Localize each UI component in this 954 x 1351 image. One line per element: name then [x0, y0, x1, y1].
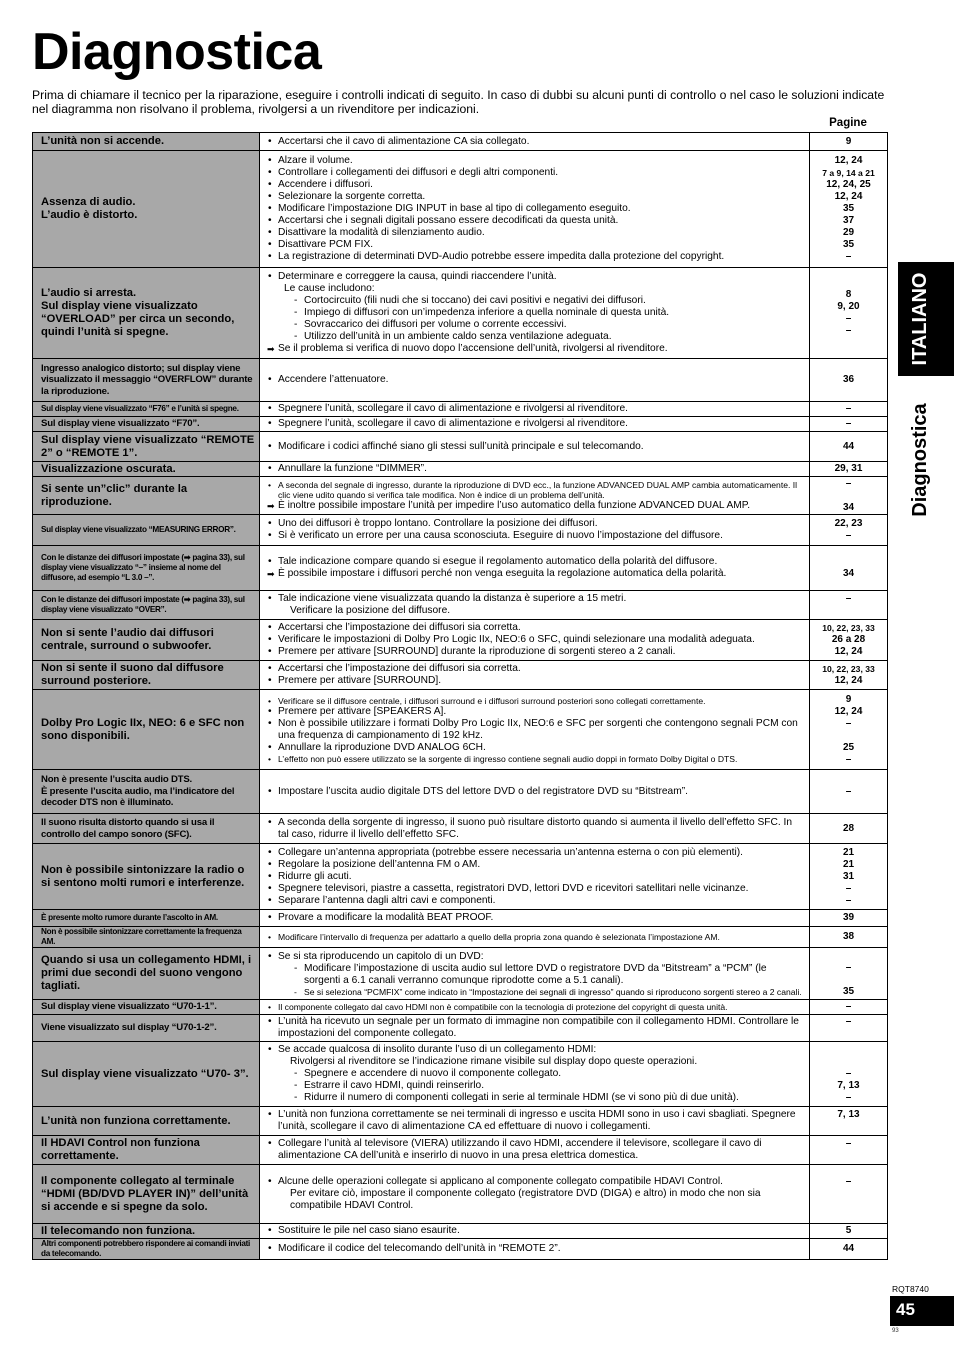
table-row [33, 1015, 888, 1042]
remedy-item: - Se si seleziona “PCMFIX” come indicato in “Impostazione dei segnali di ingresso” quando si riproducono sorgenti stereo a 2 canali. [268, 987, 803, 997]
symptom-text: Sul display viene visualizzato “F76” e l’unità si spegne. [41, 404, 239, 413]
page-reference: 12, 24 [834, 705, 863, 717]
page-reference: 38 [842, 931, 855, 942]
symptom-text: È presente molto rumore durante l’ascolto in AM. [41, 913, 218, 922]
remedy-item: - Ridurre il numero di componenti collegati in serie al terminale HDMI (se vi sono più di due unità). [268, 1092, 803, 1104]
remedy-item: Le cause includono: [284, 283, 375, 294]
page-reference [814, 730, 883, 742]
remedy-item: • Separare l’antenna dagli altri cavi e componenti. [268, 895, 803, 907]
table-row [33, 844, 888, 910]
remedy-cell [260, 268, 810, 359]
remedy-item: - Impiego di diffusori con un’impedenza inferiore a quella nominale di questa unità. [268, 307, 803, 319]
page-reference: 26 a 28 [831, 634, 866, 645]
remedy-cell [260, 1107, 810, 1136]
page-reference: – [845, 961, 852, 973]
symptom-cell [33, 770, 260, 814]
page-reference: 8 [845, 289, 852, 300]
remedy-item: • Alcune delle operazioni collegate si applicano al componente collegato compatibile HDAVI Control. [268, 1176, 803, 1188]
symptom-cell [33, 1107, 260, 1136]
table-row [33, 151, 888, 268]
remedy-item: • Tale indicazione viene visualizzata quando la distanza è superiore a 15 metri. [268, 593, 803, 605]
table-row [33, 477, 888, 515]
page-reference: – [845, 593, 852, 604]
symptom-cell [33, 1165, 260, 1224]
remedy-item: • L’unità non funziona correttamente se nei terminali di ingresso e uscita HDMI sono in uso i cavi sbagliati. Spegnere l’unità, scollegare il cavo di alimentazione CA ed effettuare di nuovo i collegamenti. [268, 1109, 803, 1133]
symptom-cell [33, 359, 260, 402]
page-reference: 9, 20 [837, 301, 860, 312]
page-reference: 12, 24 [834, 675, 863, 686]
table-row [33, 770, 888, 814]
symptom-text: Sul display viene visualizzato “U70-1-1”. [41, 1001, 217, 1013]
page-reference: 36 [842, 374, 855, 385]
symptom-text: L’audio si arresta. [41, 287, 137, 299]
print-number: 93 [892, 1328, 899, 1334]
page-reference: – [845, 785, 852, 797]
page-reference: 35 [842, 985, 855, 997]
pages-cell [810, 690, 888, 770]
remedy-item: • Disattivare la modalità di silenziamento audio. [268, 227, 803, 239]
page-reference [814, 974, 883, 986]
page-reference: 34 [842, 501, 855, 513]
page-reference [814, 1188, 883, 1200]
remedy-item: • Accendere l’attenuatore. [268, 374, 803, 386]
pages-cell [810, 1136, 888, 1165]
page-number: 45 [896, 1300, 915, 1319]
table-row [33, 1107, 888, 1136]
remedy-item: • Spegnere televisori, piastre a cassetta, registratori DVD, lettori DVD e ricevitori satellitari nelle vicinanze. [268, 883, 803, 895]
pages-cell [810, 1042, 888, 1107]
remedy-cell [260, 515, 810, 546]
pages-cell [810, 268, 888, 359]
table-row [33, 546, 888, 591]
remedy-item: - Estrarre il cavo HDMI, quindi reinserirlo. [268, 1080, 803, 1092]
remedy-item: • Accertarsi che il cavo di alimentazione CA sia collegato. [268, 136, 803, 148]
table-row [33, 910, 888, 927]
symptom-cell [33, 417, 260, 432]
page-reference: 44 [842, 440, 855, 452]
page-reference: 7 a 9, 14 a 21 [822, 168, 875, 178]
symptom-text: Visualizzazione oscurata. [41, 462, 176, 475]
remedy-item: - Spegnere e accendere di nuovo il componente collegato. [268, 1068, 803, 1080]
remedy-cell [260, 359, 810, 402]
pages-cell [810, 620, 888, 661]
remedy-cell [260, 1015, 810, 1042]
remedy-item: Per evitare ciò, impostare il componente collegato (registratore DVD (DIGA) e altro) in modo che non sia compatibile HDAVI Control. [290, 1188, 761, 1211]
symptom-cell [33, 402, 260, 417]
table-row [33, 814, 888, 844]
page-reference: – [845, 1138, 852, 1149]
symptom-text: Il telecomando non funziona. [41, 1224, 196, 1237]
remedy-item: • Se si sta riproducendo un capitolo di un DVD: [268, 951, 803, 963]
page-reference: – [845, 894, 852, 906]
remedy-item: • Impostare l’uscita audio digitale DTS del lettore DVD o del registratore DVD su “Bitstream”. [268, 786, 803, 798]
table-row [33, 591, 888, 620]
page-reference: 29, 31 [834, 463, 863, 474]
remedy-item: • Sostituire le pile nel caso siano esaurite. [268, 1225, 803, 1237]
symptom-text: Sul display viene visualizzato “OVERLOAD” per circa un secondo, quindi l’unità si spegne. [41, 300, 235, 338]
table-row [33, 948, 888, 1000]
symptom-cell [33, 515, 260, 546]
page-reference: 35 [842, 203, 855, 214]
table-row [33, 133, 888, 151]
remedy-item: • Premere per attivare [SURROUND]. [268, 675, 803, 687]
remedy-item: • L’effetto non può essere utilizzato se la sorgente di ingresso contiene segnali audio doppi in formato Dolby Digital o DTS. [268, 754, 803, 764]
page-reference: 10, 22, 23, 33 [822, 664, 875, 674]
symptom-cell [33, 948, 260, 1000]
pages-cell [810, 417, 888, 432]
remedy-item: • La registrazione di determinati DVD-Audio potrebbe essere impedita dalla protezione del copyright. [268, 251, 803, 263]
page-reference: 39 [842, 912, 855, 923]
page-reference [814, 1150, 883, 1162]
symptom-cell [33, 1015, 260, 1042]
page-reference: – [845, 403, 852, 414]
page-reference: – [845, 1016, 852, 1027]
symptom-text: L’unità non funziona correttamente. [41, 1114, 231, 1127]
symptom-text: Si sente un”clic” durante la riproduzione. [41, 482, 188, 508]
remedy-cell [260, 151, 810, 268]
remedy-item: • Accertarsi che l’impostazione dei diffusori sia corretta. [268, 622, 803, 634]
remedy-item: • Verificare se il diffusore centrale, i diffusori surround e i diffusori surround posteriori sono collegati correttamente. [268, 696, 803, 706]
page-reference: 31 [842, 870, 855, 882]
symptom-cell [33, 1239, 260, 1260]
remedy-cell [260, 133, 810, 151]
symptom-text: L’unità non si accende. [41, 135, 165, 147]
remedy-item: • Annullare la funzione “DIMMER”. [268, 463, 803, 475]
remedy-cell [260, 661, 810, 690]
table-row [33, 620, 888, 661]
remedy-item: • Modificare l’impostazione DIG INPUT in base al tipo di collegamento eseguito. [268, 203, 803, 215]
pages-cell [810, 515, 888, 546]
pages-cell [810, 1107, 888, 1136]
pages-cell [810, 546, 888, 591]
symptom-text: Non si sente l’audio dai diffusori centrale, surround o subwoofer. [41, 627, 214, 652]
table-row [33, 1136, 888, 1165]
remedy-item: ➡ È inoltre possibile impostare l’unità per impedire l’uso automatico della funzione ADVANCED DUAL AMP. [268, 500, 803, 512]
remedy-item: - Cortocircuito (fili nudi che si toccano) dei cavi positivi e negativi dei diffusori. [268, 295, 803, 307]
remedy-cell [260, 620, 810, 661]
symptom-text: L’audio è distorto. [41, 209, 138, 221]
page-reference: 9 [845, 135, 852, 147]
page-reference: 12, 24 [834, 155, 863, 166]
page-reference: – [845, 717, 852, 729]
page-reference: 44 [842, 1243, 855, 1254]
symptom-cell [33, 814, 260, 844]
page-reference: 12, 24 [834, 646, 863, 657]
remedy-item: Verificare la posizione del diffusore. [290, 605, 451, 616]
page-reference: 7, 13 [837, 1109, 860, 1120]
page-reference: – [845, 1001, 852, 1012]
table-row [33, 661, 888, 690]
remedy-item: • Collegare l’unità al televisore (VIERA) utilizzando il cavo HDMI, accendere il televisore, scollegare il cavo di alimentazione CA dell’unità e inserirlo di nuovo in una presa elettrica domestica. [268, 1138, 803, 1162]
symptom-text: Non è possibile sintonizzare correttamente la frequenza AM. [41, 927, 242, 946]
symptom-text: Con le distanze dei diffusori impostate (➡ pagina 33), sul display viene visualizzato “OVER”. [41, 595, 245, 614]
page-reference: – [845, 882, 852, 894]
remedy-item: • Ridurre gli acuti. [268, 871, 803, 883]
pages-cell [810, 462, 888, 477]
page-reference [814, 605, 883, 617]
symptom-cell [33, 690, 260, 770]
remedy-item: • Verificare le impostazioni di Dolby Pro Logic IIx, NEO:6 o SFC, quindi selezionare una modalità adeguata. [268, 634, 803, 646]
remedy-cell [260, 462, 810, 477]
remedy-item: • Uno dei diffusori è troppo lontano. Controllare la posizione dei diffusori. [268, 518, 803, 530]
remedy-item: • Se accade qualcosa di insolito durante l’uso di un collegamento HDMI: [268, 1044, 803, 1056]
pages-cell [810, 151, 888, 268]
page-reference: 34 [842, 568, 855, 579]
page-reference: 37 [842, 215, 855, 226]
pages-cell [810, 402, 888, 417]
page-reference: – [845, 313, 852, 324]
table-row [33, 1042, 888, 1107]
table-row [33, 1165, 888, 1224]
pages-cell [810, 1165, 888, 1224]
remedy-item: • Modificare i codici affinché siano gli stessi sull’unità principale e sul telecomando. [268, 441, 803, 453]
remedy-cell [260, 927, 810, 948]
section-label: Diagnostica [909, 403, 931, 517]
table-row [33, 927, 888, 948]
symptom-cell [33, 151, 260, 268]
pages-cell [810, 477, 888, 515]
symptom-text: Altri componenti potrebbero rispondere ai comandi inviati da telecomando. [41, 1239, 250, 1258]
remedy-item: • Modificare l’intervallo di frequenza per adattarlo a quello della propria zona quando è selezionata l’impostazione AM. [268, 932, 803, 942]
pages-cell [810, 359, 888, 402]
pages-cell [810, 133, 888, 151]
table-row [33, 268, 888, 359]
symptom-text: Sul display viene visualizzato “MEASURING ERROR”. [41, 525, 236, 534]
language-label: ITALIANO [909, 272, 931, 366]
pages-cell [810, 927, 888, 948]
troubleshooting-table [32, 132, 888, 1260]
pages-cell [810, 844, 888, 910]
remedy-cell [260, 1042, 810, 1107]
remedy-cell [260, 1136, 810, 1165]
page-reference [814, 490, 883, 502]
remedy-item: • Spegnere l’unità, scollegare il cavo di alimentazione e rivolgersi al rivenditore. [268, 403, 803, 415]
remedy-item: • Premere per attivare [SURROUND] durante la riproduzione di sorgenti stereo a 2 canali. [268, 646, 803, 658]
table-row [33, 462, 888, 477]
page-reference: 5 [845, 1225, 852, 1236]
table-row [33, 1000, 888, 1015]
remedy-cell [260, 432, 810, 462]
symptom-cell [33, 477, 260, 515]
remedy-cell [260, 1165, 810, 1224]
symptom-cell [33, 1224, 260, 1239]
page-reference: – [845, 325, 852, 336]
symptom-cell [33, 432, 260, 462]
page-reference: 12, 24 [834, 191, 863, 202]
symptom-cell [33, 927, 260, 948]
page-reference: – [845, 1176, 852, 1187]
page-reference: – [845, 418, 852, 429]
page-reference: – [845, 477, 852, 489]
pages-cell [810, 661, 888, 690]
pages-cell [810, 1015, 888, 1042]
symptom-text: Il componente collegato al terminale “HDMI (BD/DVD PLAYER IN)” dell’unità si accende e si spegne da solo. [41, 1174, 249, 1213]
pages-cell [810, 591, 888, 620]
remedy-item: • Tale indicazione compare quando si esegue il regolamento automatico della polarità del diffusore. [268, 556, 803, 568]
table-row [33, 432, 888, 462]
page-reference: 28 [842, 822, 855, 834]
pages-column-header: Pagine [829, 117, 867, 129]
symptom-cell [33, 591, 260, 620]
remedy-item: - Utilizzo dell’unità in un ambiente caldo senza ventilazione adeguata. [268, 331, 803, 343]
symptom-text: Non è presente l’uscita audio DTS. [41, 774, 192, 786]
remedy-item: • Accertarsi che l’impostazione dei diffusori sia corretta. [268, 663, 803, 675]
remedy-cell [260, 417, 810, 432]
page-reference: 25 [842, 741, 855, 753]
remedy-item: • Modificare il codice del telecomando dell’unità in “REMOTE 2”. [268, 1243, 803, 1255]
page-reference: 22, 23 [834, 518, 863, 529]
remedy-cell [260, 770, 810, 814]
symptom-cell [33, 1136, 260, 1165]
symptom-text: Non si sente il suono dal diffusore surround posteriore. [41, 662, 224, 687]
table-row [33, 417, 888, 432]
remedy-item: ➡ È possibile impostare i diffusori perché non venga eseguita la regolazione automatica della polarità. [268, 568, 803, 580]
page-reference [814, 1044, 883, 1056]
page-reference: 7, 13 [837, 1080, 860, 1091]
remedy-item: • Accendere i diffusori. [268, 179, 803, 191]
table-row [33, 1224, 888, 1239]
remedy-item: Rivolgersi al rivenditore se l’indicazione rimane visibile sul display dopo queste operazioni. [290, 1056, 698, 1067]
page-reference [814, 1056, 883, 1068]
remedy-item: - Modificare l’impostazione di uscita audio sul lettore DVD o registratore DVD da “Bitstream” a “PCM” (le sorgenti a 6.1 canali verranno comunque riprodotte come a 5.1 canali). [268, 963, 803, 987]
remedy-item: - Sovraccarico dei diffusori per volume o corrente eccessivi. [268, 319, 803, 331]
symptom-text: Dolby Pro Logic IIx, NEO: 6 e SFC non sono disponibili. [41, 716, 245, 742]
remedy-cell [260, 546, 810, 591]
remedy-cell [260, 1239, 810, 1260]
page-reference: 9 [845, 693, 852, 705]
symptom-cell [33, 844, 260, 910]
remedy-item: • Il componente collegato dal cavo HDMI non è compatibile con la tecnologia di protezione del copyright di questa unità. [268, 1002, 803, 1012]
remedy-item: • L’unità ha ricevuto un segnale per un formato di immagine non compatibile con il collegamento HDMI. Controllare le impostazioni del componente collegato. [268, 1016, 803, 1040]
symptom-text: Non è possibile sintonizzare la radio o si sentono molti rumori e interferenze. [41, 863, 245, 889]
remedy-cell [260, 814, 810, 844]
symptom-text: Viene visualizzato sul display “U70-1-2”. [41, 1022, 217, 1034]
symptom-text: Il suono risulta distorto quando si usa il controllo del campo sonoro (SFC). [41, 817, 215, 840]
symptom-cell [33, 1042, 260, 1107]
symptom-cell [33, 546, 260, 591]
remedy-item: • Si è verificato un errore per una causa sconosciuta. Eseguire di nuovo l’impostazione del diffusore. [268, 530, 803, 542]
pages-cell [810, 814, 888, 844]
pages-cell [810, 910, 888, 927]
page-reference: – [845, 530, 852, 541]
pages-cell [810, 948, 888, 1000]
table-row [33, 515, 888, 546]
page-reference: – [845, 1092, 852, 1103]
remedy-cell [260, 690, 810, 770]
symptom-text: Sul display viene visualizzato “U70- 3”. [41, 1067, 249, 1080]
page-reference [814, 556, 883, 568]
remedy-item: • Collegare un’antenna appropriata (potrebbe essere necessaria un’antenna esterna o con più elementi). [268, 847, 803, 859]
symptom-text: È presente l’uscita audio, ma l’indicatore del decoder DTS non è illuminato. [41, 785, 235, 809]
remedy-item: • Controllare i collegamenti dei diffusori e degli altri componenti. [268, 167, 803, 179]
remedy-cell [260, 402, 810, 417]
page-title: Diagnostica [32, 23, 322, 81]
symptom-text: Quando si usa un collegamento HDMI, i primi due secondi del suono vengono tagliati. [41, 954, 252, 992]
page-reference [814, 1200, 883, 1212]
remedy-cell [260, 591, 810, 620]
page-reference [814, 1028, 883, 1040]
table-row [33, 359, 888, 402]
symptom-cell [33, 462, 260, 477]
page-reference [814, 1121, 883, 1133]
symptom-cell [33, 661, 260, 690]
page-reference: – [845, 753, 852, 765]
symptom-text: Sul display viene visualizzato “F70”. [41, 418, 200, 430]
table-row [33, 1239, 888, 1260]
page-reference: 21 [842, 858, 855, 870]
remedy-item: • Non è possibile utilizzare i formati Dolby Pro Logic IIx, NEO:6 e SFC per sorgenti che contengono segnali PCM con una frequenza di campionamento di 192 kHz. [268, 718, 803, 742]
symptom-text: Ingresso analogico distorto; sul display viene visualizzato il messaggio “OVERFLOW” durante la riproduzione. [41, 362, 253, 397]
remedy-item: • Disattivare PCM FIX. [268, 239, 803, 251]
symptom-text: Sul display viene visualizzato “REMOTE 2” o “REMOTE 1”. [41, 433, 255, 459]
symptom-cell [33, 133, 260, 151]
symptom-cell [33, 620, 260, 661]
page-reference: 35 [842, 239, 855, 250]
document-code: RQT8740 [892, 1284, 929, 1294]
symptom-cell [33, 1000, 260, 1015]
symptom-text: Assenza di audio. [41, 196, 136, 208]
remedy-cell [260, 910, 810, 927]
remedy-item: • Premere per attivare [SPEAKERS A]. [268, 706, 803, 718]
symptom-cell [33, 268, 260, 359]
remedy-item: • Alzare il volume. [268, 155, 803, 167]
remedy-item: • Provare a modificare la modalità BEAT PROOF. [268, 912, 803, 924]
pages-cell [810, 1224, 888, 1239]
table-row [33, 402, 888, 417]
remedy-item: • A seconda della sorgente di ingresso, il suono può risultare distorto quando si aumenta il livello dell’effetto SFC. In tal caso, ridurre il livello dell’effetto SFC. [268, 817, 803, 841]
pages-cell [810, 770, 888, 814]
pages-cell [810, 1000, 888, 1015]
page-reference: 10, 22, 23, 33 [822, 623, 875, 633]
page-reference: – [845, 251, 852, 262]
pages-cell [810, 432, 888, 462]
remedy-item: • Regolare la posizione dell’antenna FM o AM. [268, 859, 803, 871]
page-reference: 12, 24, 25 [826, 179, 871, 190]
symptom-text: Con le distanze dei diffusori impostate (➡ pagina 33), sul display viene visualizzato “–” insieme al nome del diffusore, ad esempio “L 3.0 –”. [41, 553, 245, 582]
symptom-cell [33, 910, 260, 927]
page-reference: – [845, 1068, 852, 1079]
remedy-item: • Determinare e correggere la causa, quindi riaccendere l’unità. [268, 271, 803, 283]
remedy-cell [260, 477, 810, 515]
remedy-cell [260, 1224, 810, 1239]
page-reference: 29 [842, 227, 855, 238]
intro-text: Prima di chiamare il tecnico per la riparazione, eseguire i controlli indicati di seguito. In caso di dubbi su alcuni punti di controllo o nel caso le soluzioni indicate nel diagramma non risolvano il problema, rivolgersi a un rivenditore per indicazioni. [32, 88, 885, 116]
remedy-item: • Spegnere l’unità, scollegare il cavo di alimentazione e rivolgersi al rivenditore. [268, 418, 803, 430]
remedy-cell [260, 1000, 810, 1015]
remedy-item: • A seconda del segnale di ingresso, durante la riproduzione di DVD ecc., la funzione ADVANCED DUAL AMP cambia automaticamente. Il clic viene udito quando si verifica tale modifica. Non è indice di un problema dell’unità. [268, 480, 803, 500]
symptom-text: Il HDAVI Control non funziona correttamente. [41, 1137, 200, 1162]
table-row [33, 690, 888, 770]
remedy-cell [260, 948, 810, 1000]
pages-cell [810, 1239, 888, 1260]
remedy-item: ➡ Se il problema si verifica di nuovo dopo l’accensione dell’unità, rivolgersi al rivenditore. [268, 343, 803, 355]
remedy-item: • Selezionare la sorgente corretta. [268, 191, 803, 203]
remedy-cell [260, 844, 810, 910]
page-reference: 21 [842, 846, 855, 858]
remedy-item: • Annullare la riproduzione DVD ANALOG 6CH. [268, 742, 803, 754]
page-reference [814, 950, 883, 962]
remedy-item: • Accertarsi che i segnali digitali possano essere decodificati da questa unità. [268, 215, 803, 227]
